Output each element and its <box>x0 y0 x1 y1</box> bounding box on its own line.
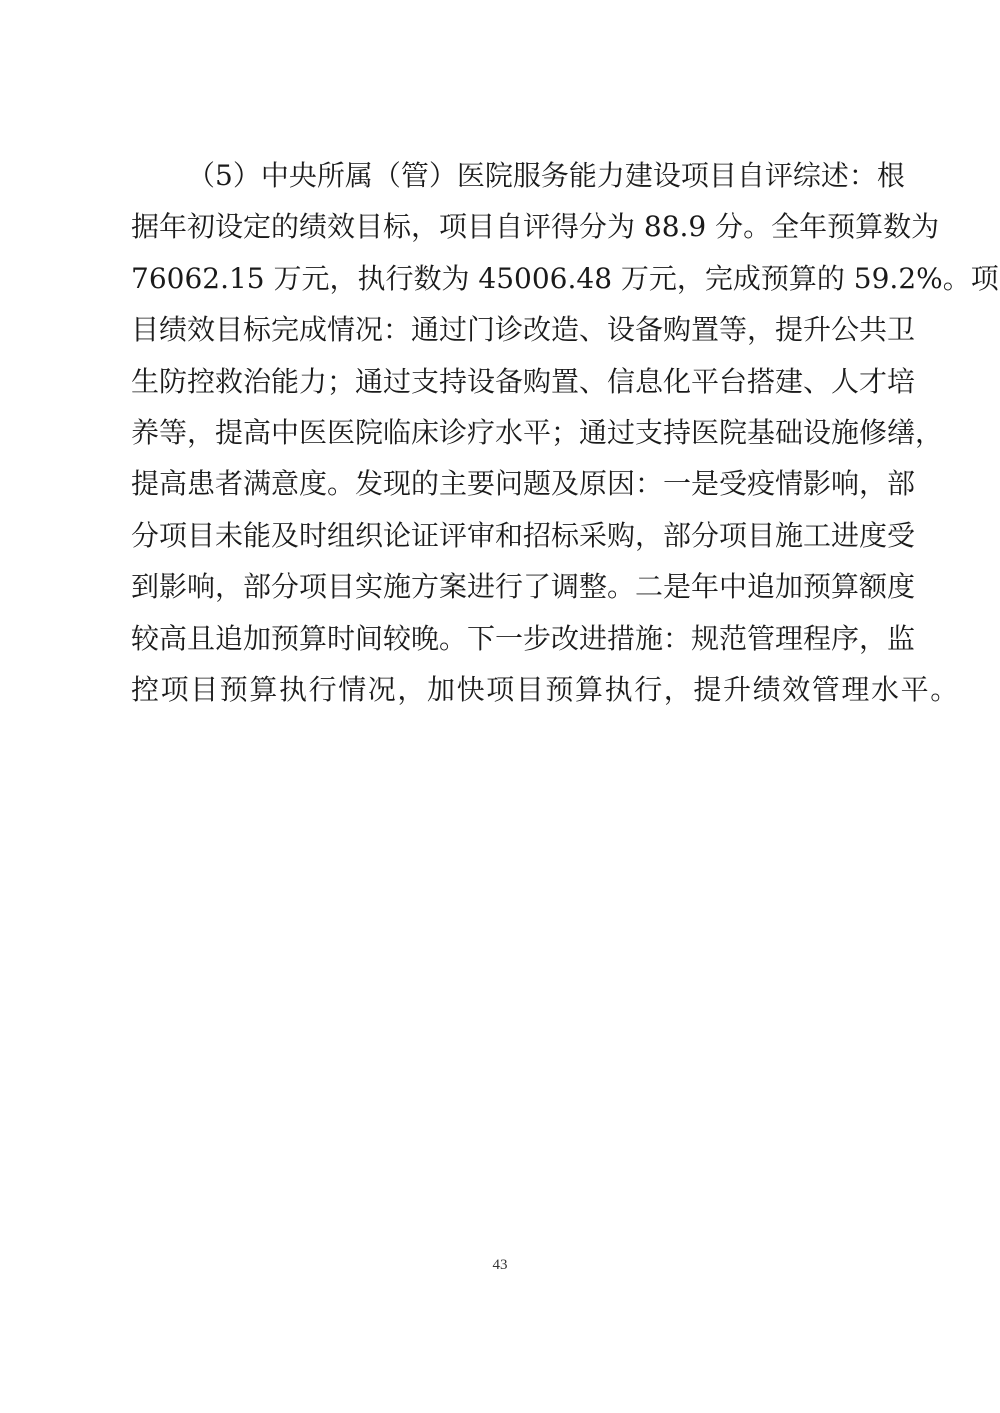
paragraph-line: 到影响，部分项目实施方案进行了调整。二是年中追加预算额度 <box>131 570 916 604</box>
paragraph-line: 控项目预算执行情况，加快项目预算执行，提升绩效管理水平。 <box>131 672 960 706</box>
paragraph-line: 76062.15 万元，执行数为 45006.48 万元，完成预算的 59.2%。项 <box>131 261 999 295</box>
paragraph-line: 目绩效目标完成情况：通过门诊改造、设备购置等，提升公共卫 <box>131 313 916 347</box>
paragraph-line: 提高患者满意度。发现的主要问题及原因：一是受疫情影响，部 <box>131 467 916 501</box>
paragraph-line: 据年初设定的绩效目标，项目自评得分为 88.9 分。全年预算数为 <box>131 210 940 244</box>
paragraph-line: 生防控救治能力；通过支持设备购置、信息化平台搭建、人才培 <box>131 364 916 398</box>
paragraph-line: 较高且追加预算时间较晚。下一步改进措施：规范管理程序，监 <box>131 621 916 655</box>
paragraph-line: 分项目未能及时组织论证评审和招标采购，部分项目施工进度受 <box>131 518 916 552</box>
page-number: 43 <box>492 1257 508 1273</box>
paragraph-line: 养等，提高中医医院临床诊疗水平；通过支持医院基础设施修缮， <box>131 415 944 449</box>
section-paragraph <box>131 150 999 715</box>
paragraph-line: （5）中央所属（管）医院服务能力建设项目自评综述：根 <box>187 159 905 192</box>
